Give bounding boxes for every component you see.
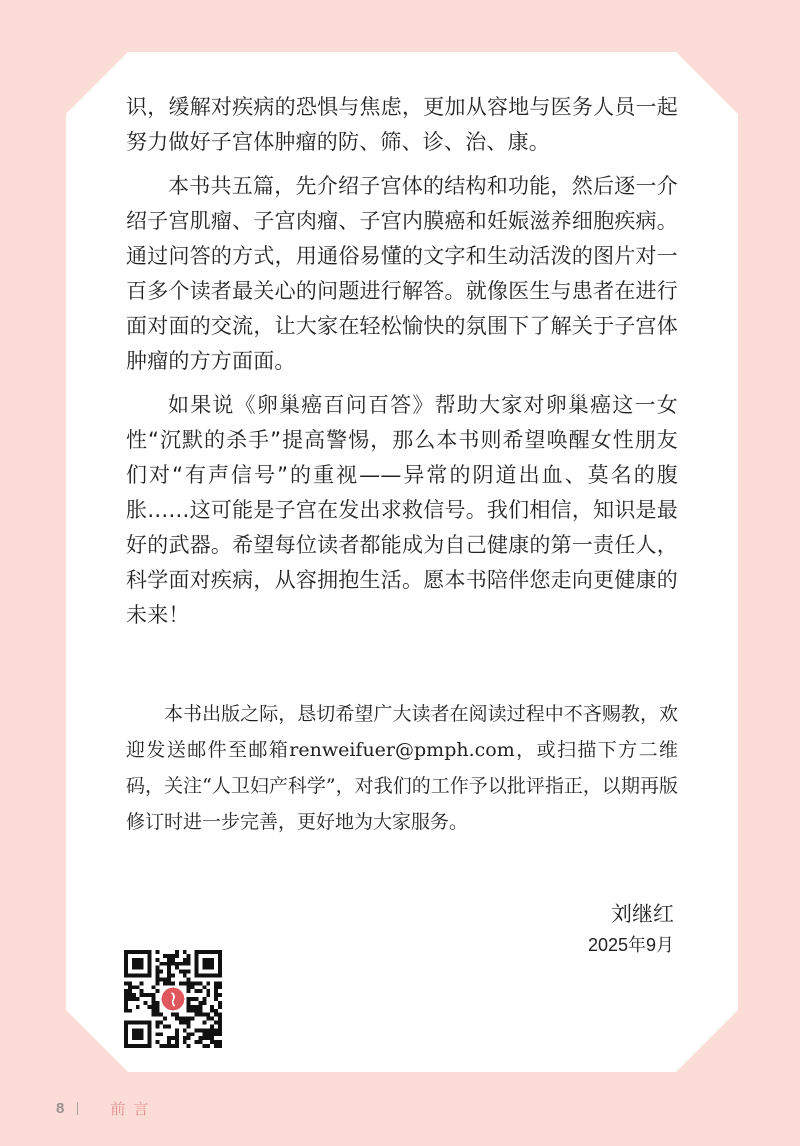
paragraph-3: 如果说《卵巢癌百问百答》帮助大家对卵巢癌这一女性“沉默的杀手”提高警惕，那么本书则希望唤醒女性朋友们对“有声信号”的重视——异常的阴道出血、莫名的腹胀……这可能是子宫在发出求救信号。我们相信，知识是最好的武器。希望每位读者都能成为自己健康的第一责任人，科学面对疾病，从容拥抱生活。愿本书陪伴您走向更健康的未来！ (126, 393, 678, 627)
finder-pattern-top-left (124, 950, 151, 977)
feedback-note (126, 696, 678, 840)
paragraph-1: 识，缓解对疾病的恐惧与焦虑，更加从容地与医务人员一起努力做好子宫体肿瘤的防、筛、诊、治、康。 (126, 95, 678, 154)
footer-divider (77, 1102, 78, 1115)
page-footer (56, 1094, 156, 1122)
preface-body (126, 90, 678, 642)
author-name: 刘继红 (611, 902, 674, 926)
page-number: 8 (56, 1099, 65, 1117)
section-title: 前言 (110, 1099, 157, 1118)
qr-center-logo (160, 986, 185, 1011)
finder-pattern-top-right (195, 950, 222, 977)
feedback-note-text: 本书出版之际，恳切希望广大读者在阅读过程中不吝赐教，欢迎发送邮件至邮箱renweifuer@pmph.com，或扫描下方二维码，关注“人卫妇产科学”，对我们的工作予以批评指正，以期再版修订时进一步完善，更好地为大家服务。 (126, 703, 678, 833)
finder-pattern-bottom-left (124, 1021, 151, 1048)
qr-code-icon (124, 950, 222, 1048)
paragraph-2: 本书共五篇，先介绍子宫体的结构和功能，然后逐一介绍子宫肌瘤、子宫肉瘤、子宫内膜癌和妊娠滋养细胞疾病。通过问答的方式，用通俗易懂的文字和生动活泼的图片对一百多个读者最关心的问题进行解答。就像医生与患者在进行面对面的交流，让大家在轻松愉快的氛围下了解关于子宫体肿瘤的方方面面。 (126, 174, 678, 373)
signature-date: 2025年9月 (587, 935, 674, 955)
signature-block (588, 898, 674, 960)
